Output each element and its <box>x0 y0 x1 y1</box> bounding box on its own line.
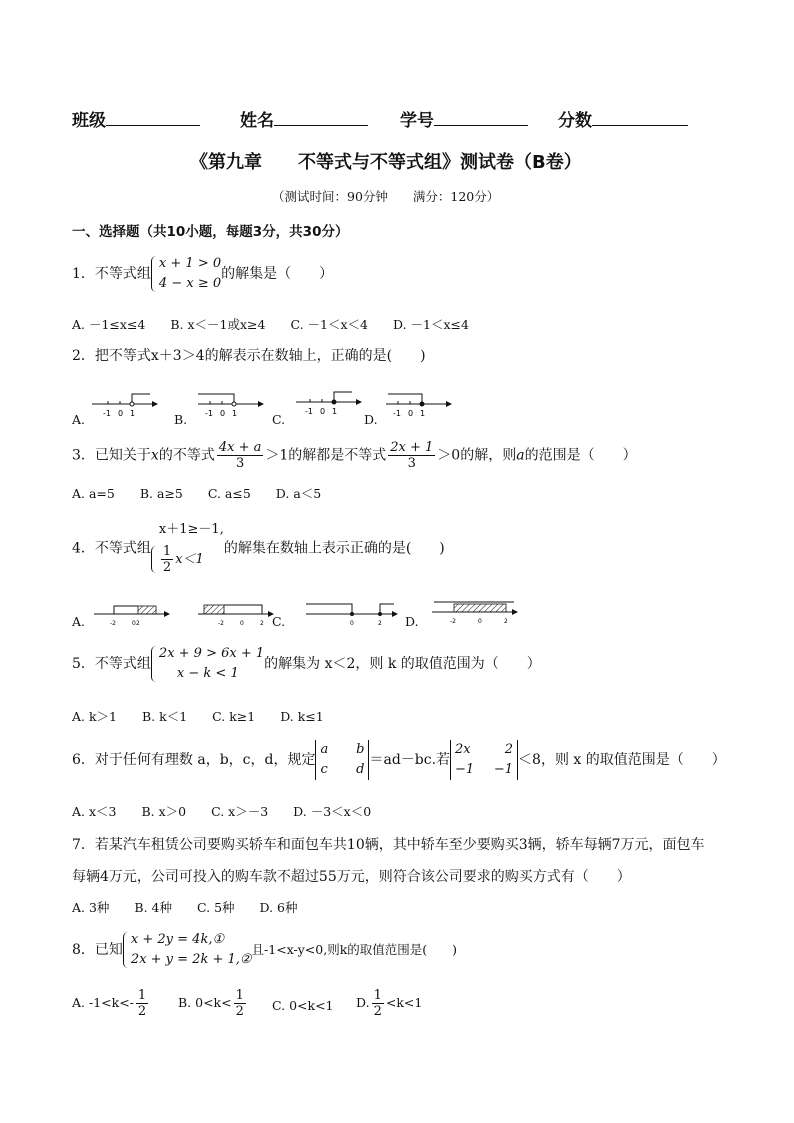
q4-label-a: A. <box>72 614 86 629</box>
q2c-tick-0: 0 <box>320 407 326 416</box>
question-1 <box>72 254 333 294</box>
q4a-tick-0: 0 <box>132 620 136 627</box>
q2-label-d: D. <box>364 412 378 427</box>
q6-d2-d: −1 <box>493 762 514 777</box>
q3-mid3: ＞0的解，则 <box>437 447 517 464</box>
q8-d-num: 1 <box>373 988 382 1003</box>
q4-system <box>151 520 224 575</box>
q1-system <box>151 254 221 294</box>
q3-frac2-den: 3 <box>407 456 416 471</box>
question-7-line-1: 7．若某汽车租赁公司要购买轿车和面包车共10辆，其中轿车至少要购买3辆，轿车每辆7万元，面包车 <box>72 837 705 853</box>
score-blank[interactable] <box>592 109 688 126</box>
q6-d2-b: 2 <box>504 742 514 757</box>
q4-label-c: C. <box>272 614 286 629</box>
q8-opt-d-frac <box>372 988 384 1019</box>
score-label: 分数 <box>558 111 592 131</box>
q3-mid1: 的不等式 <box>158 447 215 464</box>
q4a-tick-2: 2 <box>136 620 140 627</box>
q4-half-num: 1 <box>162 544 172 559</box>
question-4 <box>72 520 445 575</box>
q2d-tick-1: 1 <box>420 409 426 418</box>
name-field[interactable] <box>240 106 368 131</box>
q3-frac1-num: 4x + a <box>218 440 262 455</box>
class-field[interactable] <box>72 106 200 131</box>
name-blank[interactable] <box>274 109 368 126</box>
q6-d1-c: c <box>320 762 328 777</box>
student-id-field[interactable] <box>400 106 528 131</box>
q4-numberline-a <box>92 600 172 630</box>
q2-label-a: A. <box>72 412 86 427</box>
q7-options: A. 3种 B. 4种 C. 5种 D. 6种 <box>72 900 298 915</box>
q6-d1-d: d <box>356 762 365 777</box>
q6-suffix: ＜8，则 x 的取值范围是（ ） <box>518 752 726 768</box>
q3-fraction-1 <box>217 440 264 471</box>
question-2: 2．把不等式x＋3＞4的解表示在数轴上，正确的是( ) <box>72 348 426 364</box>
q8-a-num: 1 <box>137 988 147 1003</box>
q8-prefix: 8．已知 <box>72 942 123 958</box>
q4-label-d: D. <box>405 614 419 629</box>
id-blank[interactable] <box>434 109 528 126</box>
q3-var-a: a <box>516 447 525 464</box>
q4a-tick-neg2: -2 <box>110 620 116 627</box>
q8-system <box>123 930 252 970</box>
q6-d2-a: 2x <box>455 742 471 757</box>
q4-half-den: 2 <box>162 560 172 575</box>
id-label: 学号 <box>400 111 434 131</box>
q8-opt-b-frac <box>234 988 246 1019</box>
q2-numberline-b <box>196 390 266 422</box>
q1-suffix: 的解集是（ ） <box>221 266 334 282</box>
q1-row2: 4 − x ≥ 0 <box>158 276 222 291</box>
class-label: 班级 <box>72 111 106 131</box>
q4-prefix: 4．不等式组 <box>72 540 151 557</box>
q2b-tick-0: 0 <box>220 409 226 418</box>
q2-label-c: C. <box>272 412 286 427</box>
class-blank[interactable] <box>106 109 200 126</box>
q3-frac2-num: 2x + 1 <box>390 440 434 455</box>
q4b-tick-neg2: -2 <box>218 620 224 627</box>
q2-label-b: B. <box>174 412 188 427</box>
q2-numberline-d <box>384 390 454 422</box>
q4c-tick-2: 2 <box>378 620 382 627</box>
q2a-tick-1: 1 <box>130 409 136 418</box>
q5-row2: x − k < 1 <box>176 666 239 681</box>
q6-d1-b: b <box>356 742 365 757</box>
q4-numberline-b <box>196 600 276 630</box>
q6-det-1 <box>315 740 369 780</box>
score-field[interactable] <box>558 106 688 131</box>
q5-prefix: 5．不等式组 <box>72 656 151 672</box>
q8-option-d <box>356 988 422 1019</box>
q8-b-den: 2 <box>235 1004 244 1019</box>
q3-frac1-den: 3 <box>235 456 245 471</box>
q4d-tick-0: 0 <box>478 618 482 625</box>
q6-d2-c: −1 <box>455 762 475 777</box>
q8-option-b <box>178 988 248 1019</box>
q4d-tick-2: 2 <box>504 618 508 625</box>
q4c-tick-0: 0 <box>350 620 354 627</box>
q5-row1: 2x + 9 > 6x + 1 <box>158 646 265 661</box>
q4-suffix: 的解集在数轴上表示正确的是( ) <box>223 540 445 557</box>
q6-prefix: 6．对于任何有理数 a，b，c，d，规定 <box>72 752 316 768</box>
q5-options: A. k＞1 B. k＜1 C. k≥1 D. k≤1 <box>72 709 324 724</box>
q6-d1-a: a <box>320 742 329 757</box>
question-3 <box>72 440 637 471</box>
page-title: 《第九章 不等式与不等式组》测试卷（B卷） <box>190 152 582 173</box>
q4-half <box>161 544 173 575</box>
q3-var-x: x <box>150 447 159 464</box>
q2b-tick-1: 1 <box>232 409 238 418</box>
q2b-tick-neg1: -1 <box>205 409 213 418</box>
q4d-tick-neg2: -2 <box>450 618 456 625</box>
q2d-tick-0: 0 <box>408 409 414 418</box>
q2a-tick-0: 0 <box>118 409 124 418</box>
q2c-tick-neg1: -1 <box>305 407 313 416</box>
q3-fraction-2 <box>388 440 435 471</box>
q4-row2: x＜1 <box>175 552 204 567</box>
question-6 <box>72 740 726 780</box>
q1-options: A. －1≤x≤4 B. x＜－1或x≥4 C. －1＜x＜4 D. －1＜x≤4 <box>72 317 469 332</box>
q8-row1: x + 2y = 4k,① <box>130 932 225 947</box>
q4b-tick-2: 2 <box>260 620 264 627</box>
q6-options: A. x＜3 B. x＞0 C. x＞－3 D. －3＜x＜0 <box>72 804 372 819</box>
q6-mid: ＝ad－bc.若 <box>369 752 451 768</box>
q8-d-den: 2 <box>373 1004 382 1019</box>
q8-b-num: 1 <box>235 988 244 1003</box>
q2-numberline-c <box>294 388 364 420</box>
q4-row1: x＋1≥－1, <box>158 522 224 537</box>
q8-a-den: 2 <box>137 1004 147 1019</box>
q4b-tick-0: 0 <box>240 620 244 627</box>
section-heading: 一、选择题（共10小题，每题3分，共30分） <box>72 224 349 240</box>
q8-opt-a-frac <box>136 988 148 1019</box>
page-subtitle: （测试时间：90分钟 满分：120分） <box>272 189 500 204</box>
q3-options: A. a=5 B. a≥5 C. a≤5 D. a＜5 <box>72 486 322 501</box>
q6-det-2 <box>450 740 518 780</box>
q8-opt-d-tail: <k<1 <box>385 995 423 1010</box>
q3-mid2: ＞1的解都是不等式 <box>265 447 387 464</box>
q8-opt-b-text: B. 0<k< <box>178 995 232 1010</box>
question-7-line-2: 每辆4万元，公司可投入的购车款不超过55万元，则符合该公司要求的购买方式有（ ） <box>72 869 631 885</box>
q5-suffix: 的解集为 x＜2，则 k 的取值范围为（ ） <box>264 656 541 672</box>
q2-numberline-a <box>90 390 160 422</box>
q8-option-a <box>72 988 150 1019</box>
q2d-tick-neg1: -1 <box>393 409 401 418</box>
q1-row1: x + 1 > 0 <box>158 256 222 271</box>
q4-numberline-d <box>430 598 520 628</box>
q2c-tick-1: 1 <box>332 407 338 416</box>
q3-suffix: 的范围是（ ） <box>524 447 637 464</box>
q4-numberline-c <box>304 598 400 628</box>
q8-opt-a-text: A. -1<k<- <box>72 995 134 1010</box>
q8-option-c: C. 0<k<1 <box>272 998 334 1013</box>
question-8 <box>72 930 457 970</box>
q5-system <box>151 644 264 684</box>
q8-row2: 2x + y = 2k + 1,② <box>130 952 252 967</box>
q1-prefix: 1．不等式组 <box>72 266 151 282</box>
q8-opt-d-label: D. <box>356 995 370 1010</box>
q2a-tick-neg1: -1 <box>103 409 111 418</box>
question-5 <box>72 644 541 684</box>
q8-suffix: 且-1<x-y<0,则k的取值范围是( ) <box>251 942 458 957</box>
q3-prefix: 3．已知关于 <box>72 447 151 464</box>
name-label: 姓名 <box>240 111 274 131</box>
